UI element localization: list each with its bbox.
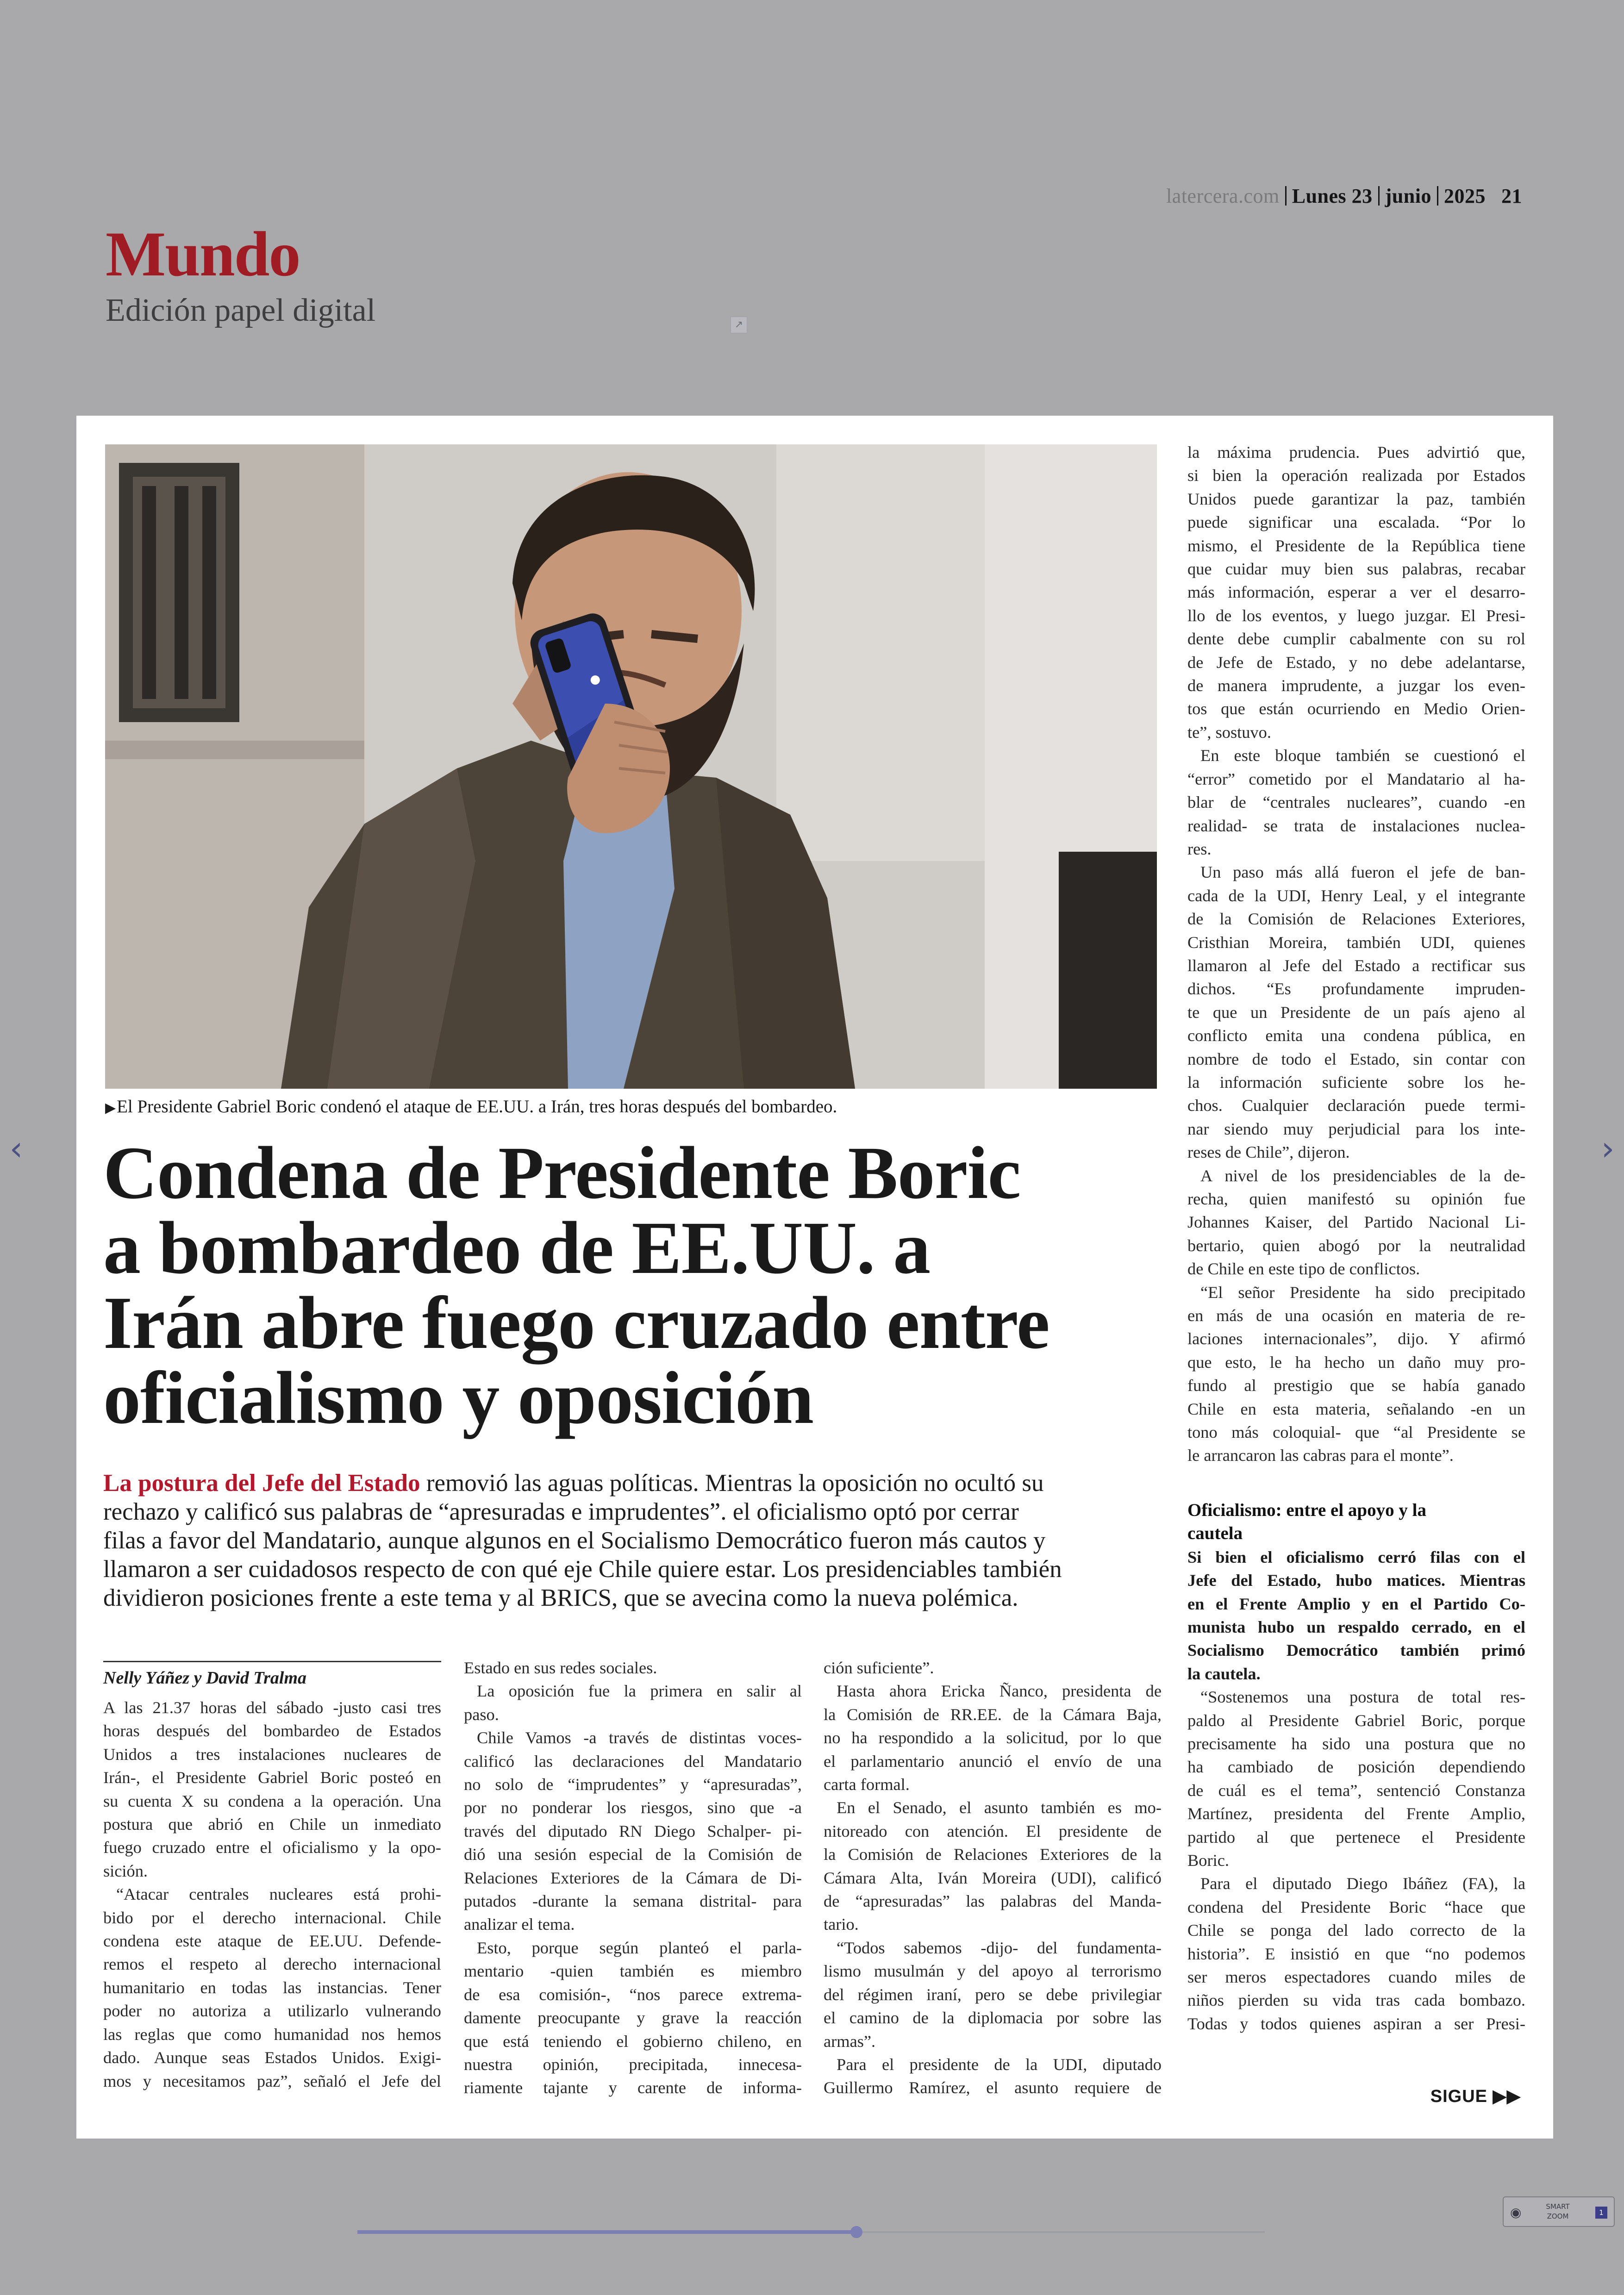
page-header [0,0,1624,417]
text-line: blar de “centrales nucleares”, cuando -en [1187,793,1525,812]
text-line: ha cambiado de posición dependiendo [1187,1758,1525,1777]
text-line: dado. Aunque seas Estados Unidos. Exigi- [103,2048,441,2067]
site-name: latercera.com [1166,185,1280,207]
text-line: de la Comisión de Relaciones Exteriores, [1187,910,1525,929]
text-line: horas después del bombardeo de Estados [103,1721,441,1740]
eye-icon: ◉ [1510,2205,1522,2220]
text-line: Chile en esta materia, señalando -en un [1187,1399,1525,1418]
lead-line: rechazo y calificó sus palabras de “apresuradas e imprudentes”. el oficialismo optó por cerrar [103,1498,1019,1525]
issue-month: junio [1385,185,1431,207]
text-line [1187,1483,1525,1499]
text-line: precisamente ha sido una postura que no [1187,1734,1525,1753]
subheading: Oficialismo: entre el apoyo y la [1187,1500,1426,1520]
text-line: de Chile en este tipo de conflictos. [1187,1260,1420,1278]
text-line: condena este ataque de EE.UU. Defende- [103,1932,441,1951]
text-line: puede significar una escalada. “Por lo [1187,513,1525,532]
text-line: el parlamentario anunció el envío de una [824,1752,1162,1771]
text-line: la máxima prudencia. Pues advirtió que, [1187,443,1525,461]
text-line [1187,1467,1525,1483]
text-line: remos el respeto al derecho internacional [103,1955,441,1974]
text-line: te”, sostuvo. [1187,723,1271,742]
text-line: laciones internacionales”, dijo. Y afirmó [1187,1329,1525,1348]
article-photo [105,444,1157,1089]
page-progress-slider[interactable] [357,2230,1265,2234]
text-line: Boric. [1187,1851,1229,1870]
text-line: Martínez, presidenta del Frente Amplio, [1187,1804,1525,1823]
text-line: Todas y todos quienes aspiran a ser Presi- [1187,2014,1525,2033]
text-line: mentario -quien también es miembro [464,1962,802,1981]
previous-page-button[interactable]: ‹ [9,1129,23,1168]
text-line: Guillermo Ramírez, el asunto requiere de [824,2078,1162,2097]
text-line: “El señor Presidente ha sido precipitado [1200,1283,1525,1302]
text-line: realidad- se trata de instalaciones nuclea- [1187,816,1525,835]
text-line: postura que abrió en Chile un inmediato [103,1815,441,1834]
text-line: reses de Chile”, dijeron. [1187,1143,1350,1162]
expand-icon[interactable]: ↗ [731,317,747,333]
body-column-4 [1187,441,1525,2035]
text-line: Unidos a tres instalaciones nucleares de [103,1745,441,1764]
text-line: historia”. E insistió en que “no podemos [1187,1944,1525,1963]
text-line: nuestra opinión, precipitada, innecesa- [464,2055,802,2074]
headline-line: a bombardeo de EE.UU. a [103,1207,931,1290]
text-line: Hasta ahora Ericka Ñanco, presidenta de [837,1682,1162,1701]
text-line: A las 21.37 horas del sábado -justo casi tres [103,1698,441,1717]
body-column-1 [103,1696,441,2093]
progress-handle[interactable] [850,2226,862,2238]
text-line: de “apresuradas” las palabras del Manda- [824,1892,1162,1911]
text-line: riamente tajante y carente de informa- [464,2078,802,2097]
text-line: lismo musulmán y del apoyo al terrorismo [824,1962,1162,1981]
headline-line: Condena de Presidente Boric [103,1132,1021,1215]
text-line: las reglas que como humanidad nos hemos [103,2025,441,2044]
text-line: analizar el tema. [464,1915,575,1934]
text-line: del régimen iraní, pero se debe privilegiar [824,1985,1162,2004]
text-line: de Jefe de Estado, y no debe adelantarse, [1187,653,1525,672]
text-line: que cuidar muy bien sus palabras, recabar [1187,560,1525,579]
text-line: Jefe del Estado, hubo matices. Mientras [1187,1571,1525,1590]
text-line: partido al que pertenece el Presidente [1187,1827,1525,1846]
text-line: paldo al Presidente Gabriel Boric, porque [1187,1711,1525,1730]
text-line: Socialismo Democrático también primó [1187,1641,1525,1660]
text-line: le arrancaron las cabras para el monte”. [1187,1446,1454,1465]
text-line: el camino de la diplomacia por sobre las [824,2008,1162,2027]
text-line: Un paso más allá fueron el jefe de ban- [1200,863,1525,882]
issue-meta [1166,184,1522,208]
smart-zoom-label: SMART ZOOM [1546,2202,1570,2220]
text-line: mos y necesitamos paz”, señaló el Jefe del [103,2071,441,2090]
text-line: dichos. “Es profundamente impruden- [1187,979,1525,998]
lead-line: llamaron a ser cuidadosos respecto de con qué eje Chile quiere estar. Los presidenciables también [103,1556,1062,1583]
lead-line: dividieron posiciones frente a este tema y al BRICS, que se avecina como la nueva polémica. [103,1584,1018,1611]
text-line: Relaciones Exteriores de la Cámara de Di- [464,1868,802,1887]
text-line: llamaron al Jefe del Estado a rectificar sus [1187,956,1525,975]
page-number: 21 [1501,185,1522,207]
next-page-button[interactable]: › [1601,1129,1615,1168]
text-line: conflicto emita una condena pública, en [1187,1026,1525,1045]
text-line: Unidos puede garantizar la paz, también [1187,489,1525,508]
caption-marker-icon: ▶ [105,1100,116,1116]
text-line: Chile Vamos -a través de distintas voces- [477,1728,802,1747]
subheading: cautela [1187,1523,1243,1544]
text-line: Johannes Kaiser, del Partido Nacional Li- [1187,1213,1525,1232]
text-line: más información, esperar a ver el desarro- [1187,583,1525,602]
smart-zoom-button[interactable] [1503,2196,1615,2227]
section-title: Mundo [106,218,300,289]
text-line: través del diputado RN Diego Schalper- pi- [464,1821,802,1840]
text-line: condena del Presidente Boric “hace que [1187,1897,1525,1916]
headline-line: oficialismo y oposición [103,1357,814,1440]
headline [103,1132,1163,1440]
text-line: cada de la UDI, Henry Leal, y el integrante [1187,886,1525,905]
text-line: dente debe cumplir cabalmente con su rol [1187,630,1525,649]
text-line: Esto, porque según planteó el parla- [477,1938,802,1957]
text-line: llo de los eventos, y luego juzgar. El Presi- [1187,606,1525,625]
smart-zoom-badge: 1 [1595,2207,1607,2219]
text-line: En este bloque también se cuestionó el [1200,746,1525,765]
text-line: Para el presidente de la UDI, diputado [837,2055,1162,2074]
body-column-2 [464,1656,802,2100]
text-line: dió una sesión especial de la Comisión de [464,1845,802,1864]
text-line: damente preocupante y grave la reacción [464,2008,802,2027]
text-line: no solo de “imprudentes” y “apresuradas”, [464,1775,802,1794]
text-line: su cuenta X su condena a la operación. Una [103,1791,441,1810]
text-line: ser meros espectadores cuando miles de [1187,1968,1525,1986]
text-line: carta formal. [824,1775,910,1794]
text-line: tono más coloquial- que “al Presidente se [1187,1423,1525,1442]
text-line: “error” cometido por el Mandatario al ha- [1187,769,1525,788]
text-line: la cautela. [1187,1664,1261,1683]
progress-fill [357,2230,856,2234]
text-line: nar siendo muy perjudicial para los inte- [1187,1119,1525,1138]
text-line: que está teniendo el gobierno chileno, en [464,2032,802,2051]
text-line: no ha respondido a la solicitud, por lo que [824,1728,1162,1747]
text-line: Cristhian Moreira, también UDI, quienes [1187,933,1525,952]
text-line: en el Frente Amplio y en el Partido Co- [1187,1594,1525,1613]
text-line: “Atacar centrales nucleares está prohi- [116,1885,441,1904]
text-line: paso. [464,1705,499,1724]
text-line: En el Senado, el asunto también es mo- [837,1798,1162,1817]
text-line: La oposición fue la primera en salir al [477,1682,802,1701]
text-line: de manera imprudente, a juzgar los even- [1187,676,1525,695]
text-line: fundo al prestigio que se había ganado [1187,1376,1525,1395]
text-line: sición. [103,1861,148,1880]
text-line: Cámara Alta, Iván Moreira (UDI), calificó [824,1868,1162,1887]
headline-line: Irán abre fuego cruzado entre [103,1282,1049,1365]
lead-paragraph [103,1469,1168,1612]
text-line: armas”. [824,2032,876,2051]
text-line: fuego cruzado entre el oficialismo y la opo- [103,1838,441,1857]
text-line: A nivel de los presidenciables de la de- [1200,1166,1525,1185]
text-line: mismo, el Presidente de la República tiene [1187,536,1525,555]
text-line: ción suficiente”. [824,1659,934,1677]
text-line: si bien la operación realizada por Estados [1187,466,1525,485]
text-line: te que un Presidente de un país ajeno al [1187,1003,1525,1022]
newspaper-page [76,416,1553,2139]
text-line: putados -durante la semana distrital- para [464,1892,802,1911]
body-column-3 [824,1656,1162,2100]
text-line: res. [1187,839,1212,858]
lead-line: La postura del Jefe del Estado removió las aguas políticas. Mientras la oposición no ocultó su [103,1470,1044,1497]
text-line: de cuál es el tema”, sentenció Constanza [1187,1781,1525,1800]
lead-line: filas a favor del Mandatario, aunque algunos en el Socialismo Democrático fueron más cautos y [103,1527,1046,1554]
text-line: nitoreado con atención. El presidente de [824,1821,1162,1840]
text-line: nombre de todo el Estado, sin contar con [1187,1049,1525,1068]
continue-link[interactable]: SIGUE ▶▶ [1430,2087,1521,2106]
text-line: poder no autoriza a utilizarlo vulnerando [103,2002,441,2021]
issue-year: 2025 [1444,185,1486,207]
text-line: en más de una ocasión en materia de re- [1187,1306,1525,1325]
lead-highlight: La postura del Jefe del Estado [103,1470,420,1497]
text-line: munista hubo un respaldo cerrado, en el [1187,1617,1525,1636]
text-line: niños pierden su vida tras cada bombazo. [1187,1991,1525,2010]
text-line: Estado en sus redes sociales. [464,1659,657,1677]
text-line: por no ponderar los riesgos, sino que -a [464,1798,802,1817]
text-line: de esa comisión-, “nos parece extrema- [464,1985,802,2004]
issue-weekday: Lunes 23 [1292,185,1373,207]
text-line: recha, quien manifestó su opinión fue [1187,1190,1525,1208]
text-line: la Comisión de RR.EE. de la Cámara Baja, [824,1705,1162,1724]
text-line: calificó las declaraciones del Mandatario [464,1752,802,1771]
text-line: chos. Cualquier declaración puede termi- [1187,1096,1525,1115]
text-line: Para el diputado Diego Ibáñez (FA), la [1200,1874,1525,1893]
text-line: Chile se ponga del lado correcto de la [1187,1921,1525,1940]
photo-caption: ▶El Presidente Gabriel Boric condenó el ataque de EE.UU. a Irán, tres horas después del bombardeo. [105,1097,837,1116]
text-line: la Comisión de Relaciones Exteriores de la [824,1845,1162,1864]
text-line: tos que están ocurriendo en Medio Orien- [1187,699,1525,718]
text-line: Si bien el oficialismo cerró filas con el [1187,1547,1525,1566]
text-line: tario. [824,1915,859,1934]
text-line: “Sostenemos una postura de total res- [1200,1688,1525,1707]
text-line: humanitario en todas las instancias. Tener [103,1978,441,1997]
edition-subtitle: Edición papel digital [106,293,376,328]
text-line: bertario, quien abogó por la neutralidad [1187,1236,1525,1255]
text-line: que esto, le ha hecho un daño muy pro- [1187,1353,1525,1372]
text-line: “Todos sabemos -dijo- del fundamenta- [837,1938,1162,1957]
text-line: Irán-, el Presidente Gabriel Boric posteó en [103,1768,441,1787]
text-line: bido por el derecho internacional. Chile [103,1908,441,1927]
byline: Nelly Yáñez y David Tralma [103,1661,441,1688]
text-line: la información suficiente sobre los he- [1187,1073,1525,1091]
